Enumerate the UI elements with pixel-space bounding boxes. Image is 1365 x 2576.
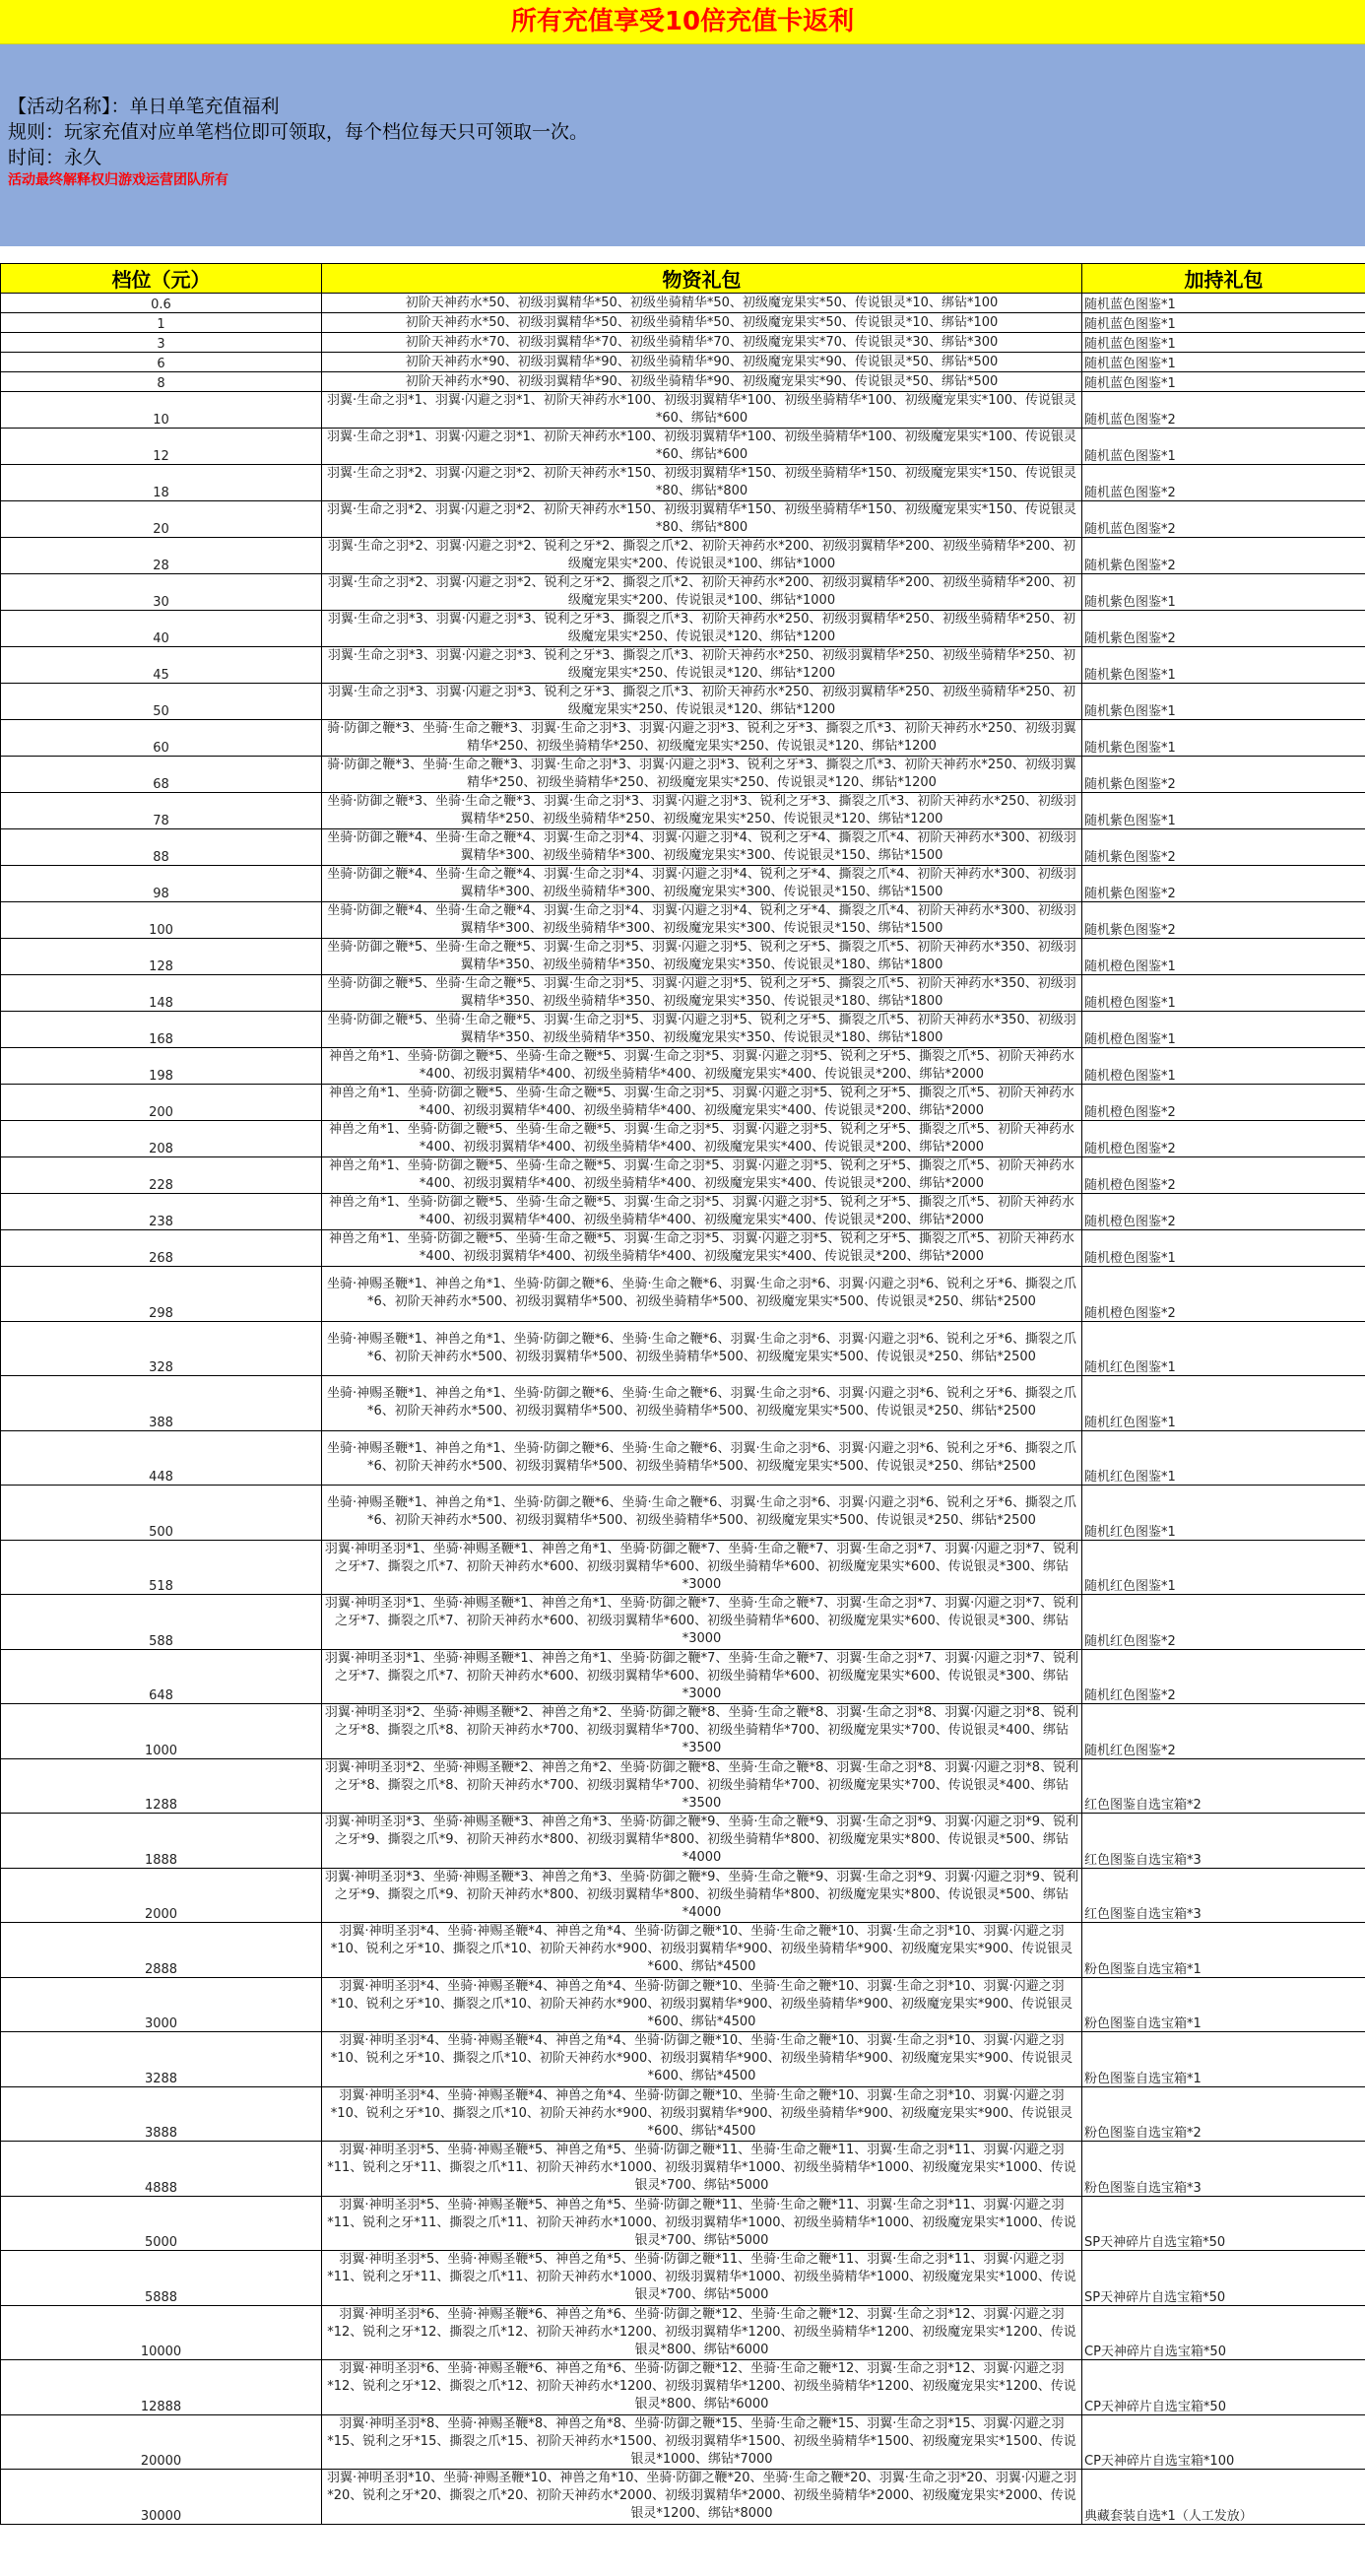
tier-cell: 2000 [1, 1868, 322, 1923]
tier-cell: 208 [1, 1121, 322, 1157]
tier-cell: 98 [1, 866, 322, 902]
tier-cell: 500 [1, 1486, 322, 1541]
table-row [1, 2470, 1365, 2525]
bonus-cell: 随机蓝色图鉴*1 [1082, 353, 1365, 372]
tier-cell: 5888 [1, 2251, 322, 2306]
bonus-cell: 随机橙色图鉴*2 [1082, 1157, 1365, 1194]
tier-cell: 4888 [1, 2142, 322, 2197]
items-cell: 羽翼·神明圣羽*4、坐骑·神赐圣鞭*4、神兽之角*4、坐骑·防御之鞭*10、坐骑·生命之鞭*10、羽翼·生命之羽*10、羽翼·闪避之羽*10、锐利之牙*10、撕裂之爪*10、初阶天神药水*900、初级羽翼精华*900、初级坐骑精华*900、初级魔宠果实*900、传说银灵*600、绑钻*4500 [322, 1923, 1082, 1978]
items-cell: 羽翼·神明圣羽*8、坐骑·神赐圣鞭*8、神兽之角*8、坐骑·防御之鞭*15、坐骑·生命之鞭*15、羽翼·生命之羽*15、羽翼·闪避之羽*15、锐利之牙*15、撕裂之爪*15、初阶天神药水*1500、初级羽翼精华*1500、初级坐骑精华*1500、初级魔宠果实*1500、传说银灵*1000、绑钻*7000 [322, 2414, 1082, 2470]
bonus-cell: 随机紫色图鉴*2 [1082, 611, 1365, 647]
table-row [1, 1157, 1365, 1194]
items-cell: 神兽之角*1、坐骑·防御之鞭*5、坐骑·生命之鞭*5、羽翼·生命之羽*5、羽翼·闪避之羽*5、锐利之牙*5、撕裂之爪*5、初阶天神药水*400、初级羽翼精华*400、初级坐骑精华*400、初级魔宠果实*400、传说银灵*200、绑钻*2000 [322, 1085, 1082, 1121]
table-row [1, 353, 1365, 372]
table-row [1, 2086, 1365, 2142]
tier-cell: 12 [1, 429, 322, 465]
items-cell: 骑·防御之鞭*3、坐骑·生命之鞭*3、羽翼·生命之羽*3、羽翼·闪避之羽*3、锐利之牙*3、撕裂之爪*3、初阶天神药水*250、初级羽翼精华*250、初级坐骑精华*250、初级魔宠果实*250、传说银灵*120、绑钻*1200 [322, 720, 1082, 757]
table-row [1, 1012, 1365, 1048]
items-cell: 坐骑·神赐圣鞭*1、神兽之角*1、坐骑·防御之鞭*6、坐骑·生命之鞭*6、羽翼·生命之羽*6、羽翼·闪避之羽*6、锐利之牙*6、撕裂之爪*6、初阶天神药水*500、初级羽翼精华*500、初级坐骑精华*500、初级魔宠果实*500、传说银灵*250、绑钻*2500 [322, 1486, 1082, 1541]
bonus-cell: 随机蓝色图鉴*2 [1082, 501, 1365, 538]
table-row [1, 793, 1365, 829]
items-cell: 骑·防御之鞭*3、坐骑·生命之鞭*3、羽翼·生命之羽*3、羽翼·闪避之羽*3、锐利之牙*3、撕裂之爪*3、初阶天神药水*250、初级羽翼精华*250、初级坐骑精华*250、初级魔宠果实*250、传说银灵*120、绑钻*1200 [322, 757, 1082, 793]
tier-cell: 388 [1, 1376, 322, 1431]
bonus-cell: 随机蓝色图鉴*2 [1082, 465, 1365, 501]
items-cell: 坐骑·防御之鞭*5、坐骑·生命之鞭*5、羽翼·生命之羽*5、羽翼·闪避之羽*5、锐利之牙*5、撕裂之爪*5、初阶天神药水*350、初级羽翼精华*350、初级坐骑精华*350、初级魔宠果实*350、传说银灵*180、绑钻*1800 [322, 939, 1082, 975]
tier-cell: 40 [1, 611, 322, 647]
table-row [1, 465, 1365, 501]
bonus-cell: 粉色图鉴自选宝箱*1 [1082, 1977, 1365, 2032]
bonus-cell: 典藏套装自选*1（人工发放） [1082, 2470, 1365, 2525]
tier-cell: 168 [1, 1012, 322, 1048]
table-row [1, 647, 1365, 684]
items-cell: 羽翼·神明圣羽*5、坐骑·神赐圣鞭*5、神兽之角*5、坐骑·防御之鞭*11、坐骑·生命之鞭*11、羽翼·生命之羽*11、羽翼·闪避之羽*11、锐利之牙*11、撕裂之爪*11、初阶天神药水*1000、初级羽翼精华*1000、初级坐骑精华*1000、初级魔宠果实*1000、传说银灵*700、绑钻*5000 [322, 2142, 1082, 2197]
table-row [1, 1267, 1365, 1322]
bonus-cell: 粉色图鉴自选宝箱*1 [1082, 2032, 1365, 2087]
tier-cell: 10 [1, 392, 322, 429]
tier-cell: 1888 [1, 1814, 322, 1869]
bonus-cell: CP天神碎片自选宝箱*100 [1082, 2414, 1365, 2470]
bonus-cell: 随机红色图鉴*1 [1082, 1430, 1365, 1486]
table-row [1, 429, 1365, 465]
tier-cell: 50 [1, 684, 322, 720]
table-row [1, 866, 1365, 902]
bonus-cell: 随机橙色图鉴*2 [1082, 1121, 1365, 1157]
activity-rules: 规则：玩家充值对应单笔档位即可领取，每个档位每天只可领取一次。 [8, 121, 589, 143]
tier-cell: 328 [1, 1321, 322, 1376]
bonus-cell: 随机红色图鉴*1 [1082, 1321, 1365, 1376]
tier-cell: 12888 [1, 2360, 322, 2415]
bonus-cell: 随机紫色图鉴*2 [1082, 902, 1365, 939]
activity-name-value: 单日单笔充值福利 [129, 96, 280, 117]
tier-cell: 78 [1, 793, 322, 829]
tier-cell: 6 [1, 353, 322, 372]
items-cell: 羽翼·神明圣羽*4、坐骑·神赐圣鞭*4、神兽之角*4、坐骑·防御之鞭*10、坐骑·生命之鞭*10、羽翼·生命之羽*10、羽翼·闪避之羽*10、锐利之牙*10、撕裂之爪*10、初阶天神药水*900、初级羽翼精华*900、初级坐骑精华*900、初级魔宠果实*900、传说银灵*600、绑钻*4500 [322, 1977, 1082, 2032]
tier-cell: 88 [1, 829, 322, 866]
table-row [1, 501, 1365, 538]
bonus-cell: SP天神碎片自选宝箱*50 [1082, 2196, 1365, 2251]
table-row [1, 2032, 1365, 2087]
bonus-cell: 随机橙色图鉴*1 [1082, 939, 1365, 975]
bonus-cell: CP天神碎片自选宝箱*50 [1082, 2360, 1365, 2415]
tier-cell: 238 [1, 1194, 322, 1230]
table-row [1, 1704, 1365, 1759]
tier-cell: 60 [1, 720, 322, 757]
items-cell: 羽翼·生命之羽*3、羽翼·闪避之羽*3、锐利之牙*3、撕裂之爪*3、初阶天神药水*250、初级羽翼精华*250、初级坐骑精华*250、初级魔宠果实*250、传说银灵*120、绑钻*1200 [322, 684, 1082, 720]
activity-time: 时间：永久 [8, 147, 102, 168]
table-row [1, 1486, 1365, 1541]
table-row [1, 2142, 1365, 2197]
bonus-cell: 随机橙色图鉴*1 [1082, 1012, 1365, 1048]
table-row [1, 392, 1365, 429]
tier-cell: 298 [1, 1267, 322, 1322]
tier-cell: 198 [1, 1048, 322, 1085]
items-cell: 坐骑·神赐圣鞭*1、神兽之角*1、坐骑·防御之鞭*6、坐骑·生命之鞭*6、羽翼·生命之羽*6、羽翼·闪避之羽*6、锐利之牙*6、撕裂之爪*6、初阶天神药水*500、初级羽翼精华*500、初级坐骑精华*500、初级魔宠果实*500、传说银灵*250、绑钻*2500 [322, 1430, 1082, 1486]
bonus-cell: 粉色图鉴自选宝箱*3 [1082, 2142, 1365, 2197]
bonus-cell: 随机红色图鉴*1 [1082, 1486, 1365, 1541]
tier-cell: 3288 [1, 2032, 322, 2087]
table-row [1, 2360, 1365, 2415]
table-row [1, 1194, 1365, 1230]
table-row [1, 1121, 1365, 1157]
promo-banner: 所有充值享受10倍充值卡返利 [0, 0, 1365, 44]
bonus-cell: 随机蓝色图鉴*2 [1082, 392, 1365, 429]
tier-cell: 10000 [1, 2305, 322, 2360]
header-bonus: 加持礼包 [1082, 264, 1365, 294]
tier-cell: 128 [1, 939, 322, 975]
bonus-cell: 随机紫色图鉴*2 [1082, 866, 1365, 902]
bonus-cell: 随机紫色图鉴*2 [1082, 757, 1365, 793]
bonus-cell: 红色图鉴自选宝箱*3 [1082, 1814, 1365, 1869]
tier-cell: 448 [1, 1430, 322, 1486]
bonus-cell: 随机橙色图鉴*1 [1082, 975, 1365, 1012]
activity-disclaimer: 活动最终解释权归游戏运营团队所有 [8, 172, 228, 188]
items-cell: 坐骑·防御之鞭*4、坐骑·生命之鞭*4、羽翼·生命之羽*4、羽翼·闪避之羽*4、锐利之牙*4、撕裂之爪*4、初阶天神药水*300、初级羽翼精华*300、初级坐骑精华*300、初级魔宠果实*300、传说银灵*150、绑钻*1500 [322, 829, 1082, 866]
activity-name [8, 94, 1365, 119]
items-cell: 羽翼·神明圣羽*1、坐骑·神赐圣鞭*1、神兽之角*1、坐骑·防御之鞭*7、坐骑·生命之鞭*7、羽翼·生命之羽*7、羽翼·闪避之羽*7、锐利之牙*7、撕裂之爪*7、初阶天神药水*600、初级羽翼精华*600、初级坐骑精华*600、初级魔宠果实*600、传说银灵*300、绑钻*3000 [322, 1540, 1082, 1595]
items-cell: 初阶天神药水*90、初级羽翼精华*90、初级坐骑精华*90、初级魔宠果实*90、传说银灵*50、绑钻*500 [322, 372, 1082, 392]
table-row [1, 1758, 1365, 1814]
table-body [1, 294, 1365, 2525]
bonus-cell: 随机紫色图鉴*1 [1082, 793, 1365, 829]
table-row [1, 1540, 1365, 1595]
items-cell: 羽翼·生命之羽*2、羽翼·闪避之羽*2、锐利之牙*2、撕裂之爪*2、初阶天神药水*200、初级羽翼精华*200、初级坐骑精华*200、初级魔宠果实*200、传说银灵*100、绑钻*1000 [322, 574, 1082, 611]
bonus-cell: 随机橙色图鉴*1 [1082, 1048, 1365, 1085]
bonus-cell: 红色图鉴自选宝箱*2 [1082, 1758, 1365, 1814]
tier-cell: 588 [1, 1595, 322, 1650]
table-row [1, 1977, 1365, 2032]
bonus-cell: 随机紫色图鉴*1 [1082, 684, 1365, 720]
bonus-cell: 随机蓝色图鉴*1 [1082, 294, 1365, 313]
tier-cell: 18 [1, 465, 322, 501]
items-cell: 羽翼·生命之羽*3、羽翼·闪避之羽*3、锐利之牙*3、撕裂之爪*3、初阶天神药水*250、初级羽翼精华*250、初级坐骑精华*250、初级魔宠果实*250、传说银灵*120、绑钻*1200 [322, 647, 1082, 684]
table-row [1, 538, 1365, 574]
table-row [1, 1595, 1365, 1650]
items-cell: 羽翼·神明圣羽*3、坐骑·神赐圣鞭*3、神兽之角*3、坐骑·防御之鞭*9、坐骑·生命之鞭*9、羽翼·生命之羽*9、羽翼·闪避之羽*9、锐利之牙*9、撕裂之爪*9、初阶天神药水*800、初级羽翼精华*800、初级坐骑精华*800、初级魔宠果实*800、传说银灵*500、绑钻*4000 [322, 1814, 1082, 1869]
table-row [1, 1321, 1365, 1376]
table-row [1, 2251, 1365, 2306]
tier-cell: 648 [1, 1649, 322, 1704]
tier-cell: 3888 [1, 2086, 322, 2142]
bonus-cell: 随机紫色图鉴*1 [1082, 574, 1365, 611]
tier-cell: 30 [1, 574, 322, 611]
items-cell: 羽翼·神明圣羽*6、坐骑·神赐圣鞭*6、神兽之角*6、坐骑·防御之鞭*12、坐骑·生命之鞭*12、羽翼·生命之羽*12、羽翼·闪避之羽*12、锐利之牙*12、撕裂之爪*12、初阶天神药水*1200、初级羽翼精华*1200、初级坐骑精华*1200、初级魔宠果实*1200、传说银灵*800、绑钻*6000 [322, 2305, 1082, 2360]
bonus-cell: 随机红色图鉴*2 [1082, 1704, 1365, 1759]
tier-cell: 1288 [1, 1758, 322, 1814]
table-row [1, 975, 1365, 1012]
tier-cell: 148 [1, 975, 322, 1012]
activity-name-label: 【活动名称】： [8, 96, 130, 117]
items-cell: 羽翼·神明圣羽*2、坐骑·神赐圣鞭*2、神兽之角*2、坐骑·防御之鞭*8、坐骑·生命之鞭*8、羽翼·生命之羽*8、羽翼·闪避之羽*8、锐利之牙*8、撕裂之爪*8、初阶天神药水*700、初级羽翼精华*700、初级坐骑精华*700、初级魔宠果实*700、传说银灵*400、绑钻*3500 [322, 1704, 1082, 1759]
table-row [1, 1230, 1365, 1267]
bonus-cell: SP天神碎片自选宝箱*50 [1082, 2251, 1365, 2306]
table-row [1, 757, 1365, 793]
items-cell: 羽翼·生命之羽*1、羽翼·闪避之羽*1、初阶天神药水*100、初级羽翼精华*100、初级坐骑精华*100、初级魔宠果实*100、传说银灵*60、绑钻*600 [322, 392, 1082, 429]
items-cell: 羽翼·生命之羽*2、羽翼·闪避之羽*2、初阶天神药水*150、初级羽翼精华*150、初级坐骑精华*150、初级魔宠果实*150、传说银灵*80、绑钻*800 [322, 501, 1082, 538]
table-row [1, 333, 1365, 353]
table-row [1, 372, 1365, 392]
tier-cell: 20000 [1, 2414, 322, 2470]
header-items: 物资礼包 [322, 264, 1082, 294]
bonus-cell: 随机橙色图鉴*2 [1082, 1194, 1365, 1230]
items-cell: 羽翼·神明圣羽*1、坐骑·神赐圣鞭*1、神兽之角*1、坐骑·防御之鞭*7、坐骑·生命之鞭*7、羽翼·生命之羽*7、羽翼·闪避之羽*7、锐利之牙*7、撕裂之爪*7、初阶天神药水*600、初级羽翼精华*600、初级坐骑精华*600、初级魔宠果实*600、传说银灵*300、绑钻*3000 [322, 1595, 1082, 1650]
tier-cell: 228 [1, 1157, 322, 1194]
bonus-cell: 随机红色图鉴*1 [1082, 1376, 1365, 1431]
table-row [1, 1923, 1365, 1978]
table-row [1, 720, 1365, 757]
items-cell: 坐骑·神赐圣鞭*1、神兽之角*1、坐骑·防御之鞭*6、坐骑·生命之鞭*6、羽翼·生命之羽*6、羽翼·闪避之羽*6、锐利之牙*6、撕裂之爪*6、初阶天神药水*500、初级羽翼精华*500、初级坐骑精华*500、初级魔宠果实*500、传说银灵*250、绑钻*2500 [322, 1376, 1082, 1431]
table-row [1, 829, 1365, 866]
table-row [1, 1430, 1365, 1486]
items-cell: 坐骑·防御之鞭*4、坐骑·生命之鞭*4、羽翼·生命之羽*4、羽翼·闪避之羽*4、锐利之牙*4、撕裂之爪*4、初阶天神药水*300、初级羽翼精华*300、初级坐骑精华*300、初级魔宠果实*300、传说银灵*150、绑钻*1500 [322, 902, 1082, 939]
bonus-cell: 粉色图鉴自选宝箱*2 [1082, 2086, 1365, 2142]
items-cell: 初阶天神药水*50、初级羽翼精华*50、初级坐骑精华*50、初级魔宠果实*50、传说银灵*10、绑钻*100 [322, 313, 1082, 333]
items-cell: 羽翼·生命之羽*2、羽翼·闪避之羽*2、锐利之牙*2、撕裂之爪*2、初阶天神药水*200、初级羽翼精华*200、初级坐骑精华*200、初级魔宠果实*200、传说银灵*100、绑钻*1000 [322, 538, 1082, 574]
items-cell: 羽翼·神明圣羽*3、坐骑·神赐圣鞭*3、神兽之角*3、坐骑·防御之鞭*9、坐骑·生命之鞭*9、羽翼·生命之羽*9、羽翼·闪避之羽*9、锐利之牙*9、撕裂之爪*9、初阶天神药水*800、初级羽翼精华*800、初级坐骑精华*800、初级魔宠果实*800、传说银灵*500、绑钻*4000 [322, 1868, 1082, 1923]
items-cell: 羽翼·神明圣羽*5、坐骑·神赐圣鞭*5、神兽之角*5、坐骑·防御之鞭*11、坐骑·生命之鞭*11、羽翼·生命之羽*11、羽翼·闪避之羽*11、锐利之牙*11、撕裂之爪*11、初阶天神药水*1000、初级羽翼精华*1000、初级坐骑精华*1000、初级魔宠果实*1000、传说银灵*700、绑钻*5000 [322, 2196, 1082, 2251]
bonus-cell: 随机红色图鉴*2 [1082, 1595, 1365, 1650]
table-row [1, 611, 1365, 647]
items-cell: 神兽之角*1、坐骑·防御之鞭*5、坐骑·生命之鞭*5、羽翼·生命之羽*5、羽翼·闪避之羽*5、锐利之牙*5、撕裂之爪*5、初阶天神药水*400、初级羽翼精华*400、初级坐骑精华*400、初级魔宠果实*400、传说银灵*200、绑钻*2000 [322, 1194, 1082, 1230]
items-cell: 羽翼·神明圣羽*4、坐骑·神赐圣鞭*4、神兽之角*4、坐骑·防御之鞭*10、坐骑·生命之鞭*10、羽翼·生命之羽*10、羽翼·闪避之羽*10、锐利之牙*10、撕裂之爪*10、初阶天神药水*900、初级羽翼精华*900、初级坐骑精华*900、初级魔宠果实*900、传说银灵*600、绑钻*4500 [322, 2086, 1082, 2142]
items-cell: 羽翼·神明圣羽*5、坐骑·神赐圣鞭*5、神兽之角*5、坐骑·防御之鞭*11、坐骑·生命之鞭*11、羽翼·生命之羽*11、羽翼·闪避之羽*11、锐利之牙*11、撕裂之爪*11、初阶天神药水*1000、初级羽翼精华*1000、初级坐骑精华*1000、初级魔宠果实*1000、传说银灵*700、绑钻*5000 [322, 2251, 1082, 2306]
bonus-cell: 随机蓝色图鉴*1 [1082, 333, 1365, 353]
items-cell: 坐骑·防御之鞭*3、坐骑·生命之鞭*3、羽翼·生命之羽*3、羽翼·闪避之羽*3、锐利之牙*3、撕裂之爪*3、初阶天神药水*250、初级羽翼精华*250、初级坐骑精华*250、初级魔宠果实*250、传说银灵*120、绑钻*1200 [322, 793, 1082, 829]
items-cell: 羽翼·神明圣羽*4、坐骑·神赐圣鞭*4、神兽之角*4、坐骑·防御之鞭*10、坐骑·生命之鞭*10、羽翼·生命之羽*10、羽翼·闪避之羽*10、锐利之牙*10、撕裂之爪*10、初阶天神药水*900、初级羽翼精华*900、初级坐骑精华*900、初级魔宠果实*900、传说银灵*600、绑钻*4500 [322, 2032, 1082, 2087]
tier-cell: 28 [1, 538, 322, 574]
table-row [1, 313, 1365, 333]
table-row [1, 2414, 1365, 2470]
tier-cell: 518 [1, 1540, 322, 1595]
tier-cell: 8 [1, 372, 322, 392]
bonus-cell: 随机橙色图鉴*2 [1082, 1085, 1365, 1121]
table-row [1, 574, 1365, 611]
bonus-cell: 随机橙色图鉴*1 [1082, 1230, 1365, 1267]
items-cell: 神兽之角*1、坐骑·防御之鞭*5、坐骑·生命之鞭*5、羽翼·生命之羽*5、羽翼·闪避之羽*5、锐利之牙*5、撕裂之爪*5、初阶天神药水*400、初级羽翼精华*400、初级坐骑精华*400、初级魔宠果实*400、传说银灵*200、绑钻*2000 [322, 1230, 1082, 1267]
items-cell: 神兽之角*1、坐骑·防御之鞭*5、坐骑·生命之鞭*5、羽翼·生命之羽*5、羽翼·闪避之羽*5、锐利之牙*5、撕裂之爪*5、初阶天神药水*400、初级羽翼精华*400、初级坐骑精华*400、初级魔宠果实*400、传说银灵*200、绑钻*2000 [322, 1157, 1082, 1194]
table-row [1, 1814, 1365, 1869]
tier-cell: 200 [1, 1085, 322, 1121]
bonus-cell: 红色图鉴自选宝箱*3 [1082, 1868, 1365, 1923]
items-cell: 初阶天神药水*50、初级羽翼精华*50、初级坐骑精华*50、初级魔宠果实*50、传说银灵*10、绑钻*100 [322, 294, 1082, 313]
items-cell: 神兽之角*1、坐骑·防御之鞭*5、坐骑·生命之鞭*5、羽翼·生命之羽*5、羽翼·闪避之羽*5、锐利之牙*5、撕裂之爪*5、初阶天神药水*400、初级羽翼精华*400、初级坐骑精华*400、初级魔宠果实*400、传说银灵*200、绑钻*2000 [322, 1121, 1082, 1157]
tier-cell: 1 [1, 313, 322, 333]
table-row [1, 902, 1365, 939]
tier-cell: 5000 [1, 2196, 322, 2251]
items-cell: 坐骑·神赐圣鞭*1、神兽之角*1、坐骑·防御之鞭*6、坐骑·生命之鞭*6、羽翼·生命之羽*6、羽翼·闪避之羽*6、锐利之牙*6、撕裂之爪*6、初阶天神药水*500、初级羽翼精华*500、初级坐骑精华*500、初级魔宠果实*500、传说银灵*250、绑钻*2500 [322, 1321, 1082, 1376]
tier-cell: 268 [1, 1230, 322, 1267]
items-cell: 羽翼·神明圣羽*1、坐骑·神赐圣鞭*1、神兽之角*1、坐骑·防御之鞭*7、坐骑·生命之鞭*7、羽翼·生命之羽*7、羽翼·闪避之羽*7、锐利之牙*7、撕裂之爪*7、初阶天神药水*600、初级羽翼精华*600、初级坐骑精华*600、初级魔宠果实*600、传说银灵*300、绑钻*3000 [322, 1649, 1082, 1704]
bonus-cell: 随机红色图鉴*2 [1082, 1649, 1365, 1704]
bonus-cell: 随机蓝色图鉴*1 [1082, 429, 1365, 465]
items-cell: 坐骑·神赐圣鞭*1、神兽之角*1、坐骑·防御之鞭*6、坐骑·生命之鞭*6、羽翼·生命之羽*6、羽翼·闪避之羽*6、锐利之牙*6、撕裂之爪*6、初阶天神药水*500、初级羽翼精华*500、初级坐骑精华*500、初级魔宠果实*500、传说银灵*250、绑钻*2500 [322, 1267, 1082, 1322]
items-cell: 坐骑·防御之鞭*5、坐骑·生命之鞭*5、羽翼·生命之羽*5、羽翼·闪避之羽*5、锐利之牙*5、撕裂之爪*5、初阶天神药水*350、初级羽翼精华*350、初级坐骑精华*350、初级魔宠果实*350、传说银灵*180、绑钻*1800 [322, 975, 1082, 1012]
table-header-row [1, 264, 1365, 294]
items-cell: 坐骑·防御之鞭*4、坐骑·生命之鞭*4、羽翼·生命之羽*4、羽翼·闪避之羽*4、锐利之牙*4、撕裂之爪*4、初阶天神药水*300、初级羽翼精华*300、初级坐骑精华*300、初级魔宠果实*300、传说银灵*150、绑钻*1500 [322, 866, 1082, 902]
table-row [1, 1048, 1365, 1085]
table-row [1, 1085, 1365, 1121]
items-cell: 羽翼·生命之羽*1、羽翼·闪避之羽*1、初阶天神药水*100、初级羽翼精华*100、初级坐骑精华*100、初级魔宠果实*100、传说银灵*60、绑钻*600 [322, 429, 1082, 465]
tier-cell: 45 [1, 647, 322, 684]
items-cell: 坐骑·防御之鞭*5、坐骑·生命之鞭*5、羽翼·生命之羽*5、羽翼·闪避之羽*5、锐利之牙*5、撕裂之爪*5、初阶天神药水*350、初级羽翼精华*350、初级坐骑精华*350、初级魔宠果实*350、传说银灵*180、绑钻*1800 [322, 1012, 1082, 1048]
tier-cell: 0.6 [1, 294, 322, 313]
table-row [1, 939, 1365, 975]
items-cell: 羽翼·神明圣羽*6、坐骑·神赐圣鞭*6、神兽之角*6、坐骑·防御之鞭*12、坐骑·生命之鞭*12、羽翼·生命之羽*12、羽翼·闪避之羽*12、锐利之牙*12、撕裂之爪*12、初阶天神药水*1200、初级羽翼精华*1200、初级坐骑精华*1200、初级魔宠果实*1200、传说银灵*800、绑钻*6000 [322, 2360, 1082, 2415]
bonus-cell: 随机蓝色图鉴*1 [1082, 313, 1365, 333]
tier-cell: 2888 [1, 1923, 322, 1978]
bonus-cell: 随机紫色图鉴*2 [1082, 829, 1365, 866]
items-cell: 羽翼·生命之羽*2、羽翼·闪避之羽*2、初阶天神药水*150、初级羽翼精华*150、初级坐骑精华*150、初级魔宠果实*150、传说银灵*80、绑钻*800 [322, 465, 1082, 501]
bonus-cell: 随机蓝色图鉴*1 [1082, 372, 1365, 392]
table-row [1, 684, 1365, 720]
items-cell: 羽翼·神明圣羽*2、坐骑·神赐圣鞭*2、神兽之角*2、坐骑·防御之鞭*8、坐骑·生命之鞭*8、羽翼·生命之羽*8、羽翼·闪避之羽*8、锐利之牙*8、撕裂之爪*8、初阶天神药水*700、初级羽翼精华*700、初级坐骑精华*700、初级魔宠果实*700、传说银灵*400、绑钻*3500 [322, 1758, 1082, 1814]
tier-cell: 20 [1, 501, 322, 538]
bonus-cell: 随机橙色图鉴*2 [1082, 1267, 1365, 1322]
bonus-cell: CP天神碎片自选宝箱*50 [1082, 2305, 1365, 2360]
bonus-cell: 随机紫色图鉴*2 [1082, 538, 1365, 574]
table-row [1, 294, 1365, 313]
tier-cell: 100 [1, 902, 322, 939]
spacer [0, 246, 1365, 263]
reward-table [0, 263, 1365, 2525]
tier-cell: 3000 [1, 1977, 322, 2032]
table-row [1, 2305, 1365, 2360]
items-cell: 初阶天神药水*70、初级羽翼精华*70、初级坐骑精华*70、初级魔宠果实*70、传说银灵*30、绑钻*300 [322, 333, 1082, 353]
tier-cell: 30000 [1, 2470, 322, 2525]
bonus-cell: 随机紫色图鉴*1 [1082, 647, 1365, 684]
bonus-cell: 随机红色图鉴*1 [1082, 1540, 1365, 1595]
items-cell: 初阶天神药水*90、初级羽翼精华*90、初级坐骑精华*90、初级魔宠果实*90、传说银灵*50、绑钻*500 [322, 353, 1082, 372]
header-tier: 档位（元） [1, 264, 322, 294]
table-row [1, 1376, 1365, 1431]
bonus-cell: 随机紫色图鉴*1 [1082, 720, 1365, 757]
items-cell: 羽翼·神明圣羽*10、坐骑·神赐圣鞭*10、神兽之角*10、坐骑·防御之鞭*20、坐骑·生命之鞭*20、羽翼·生命之羽*20、羽翼·闪避之羽*20、锐利之牙*20、撕裂之爪*20、初阶天神药水*2000、初级羽翼精华*2000、初级坐骑精华*2000、初级魔宠果实*2000、传说银灵*1200、绑钻*8000 [322, 2470, 1082, 2525]
activity-info-panel [0, 44, 1365, 246]
bonus-cell: 粉色图鉴自选宝箱*1 [1082, 1923, 1365, 1978]
tier-cell: 1000 [1, 1704, 322, 1759]
tier-cell: 68 [1, 757, 322, 793]
tier-cell: 3 [1, 333, 322, 353]
items-cell: 神兽之角*1、坐骑·防御之鞭*5、坐骑·生命之鞭*5、羽翼·生命之羽*5、羽翼·闪避之羽*5、锐利之牙*5、撕裂之爪*5、初阶天神药水*400、初级羽翼精华*400、初级坐骑精华*400、初级魔宠果实*400、传说银灵*200、绑钻*2000 [322, 1048, 1082, 1085]
items-cell: 羽翼·生命之羽*3、羽翼·闪避之羽*3、锐利之牙*3、撕裂之爪*3、初阶天神药水*250、初级羽翼精华*250、初级坐骑精华*250、初级魔宠果实*250、传说银灵*120、绑钻*1200 [322, 611, 1082, 647]
table-row [1, 1868, 1365, 1923]
table-row [1, 2196, 1365, 2251]
table-row [1, 1649, 1365, 1704]
